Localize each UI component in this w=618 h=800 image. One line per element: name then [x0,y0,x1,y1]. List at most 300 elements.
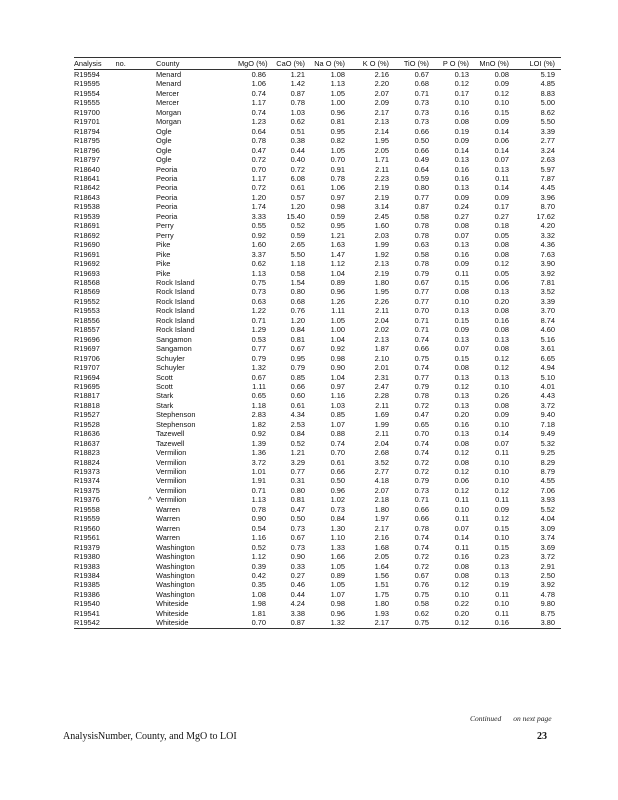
cell-loi: 3.90 [540,259,555,269]
cell-na2o: 0.61 [330,457,345,467]
cell-mgo: 3.37 [251,249,266,259]
cell-analysis: R18641 [74,173,100,183]
cell-loi: 8.29 [540,457,555,467]
county-name: Rock Island [156,306,195,316]
county-name: Peoria [156,183,178,193]
table-row [74,382,561,391]
cell-mgo: 0.74 [251,107,266,117]
cell-loi: 8.70 [540,202,555,212]
cell-loi: 4.45 [540,183,555,193]
cell-na2o: 1.04 [330,268,345,278]
cell-na2o: 1.03 [330,400,345,410]
cell-loi: 4.36 [540,240,555,250]
cell-na2o: 0.96 [330,287,345,297]
table-row [74,599,561,608]
cell-p2o5: 0.09 [454,136,469,146]
cell-na2o: 0.81 [330,117,345,127]
table-row [74,476,561,485]
cell-loi: 4.78 [540,589,555,599]
table-row [74,391,561,400]
cell-county [156,533,238,542]
county-name: Vermilion [156,485,187,495]
cell-loi: 6.65 [540,353,555,363]
county-name: Washington [156,552,195,562]
county-name: Ogle [156,136,172,146]
table-row [74,543,561,552]
cell-analysis: R19691 [74,249,100,259]
cell-loi: 2.50 [540,571,555,581]
cell-analysis: R19692 [74,259,100,269]
cell-loi: 3.52 [540,287,555,297]
cell-analysis: R18568 [74,277,100,287]
county-name: Vermilion [156,467,187,477]
cell-k2o: 1.80 [374,277,389,287]
cell-na2o: 1.08 [330,70,345,79]
table-row [74,240,561,249]
cell-tio2: 0.49 [414,155,429,165]
cell-mno: 0.13 [494,561,509,571]
cell-tio2: 0.71 [414,88,429,98]
cell-mgo: 1.39 [251,438,266,448]
cell-cao: 0.66 [290,381,305,391]
cell-analysis: R19595 [74,79,100,89]
cell-k2o: 1.95 [374,136,389,146]
cell-mno: 0.16 [494,315,509,325]
cell-county [156,306,238,315]
cell-loi: 4.55 [540,476,555,486]
cell-k2o: 1.60 [374,221,389,231]
cell-p2o5: 0.22 [454,599,469,609]
cell-mgo: 0.71 [251,485,266,495]
cell-p2o5: 0.16 [454,249,469,259]
page-number: 23 [537,731,547,742]
cell-county [156,373,238,382]
header-analysis: Analysis [74,59,102,68]
cell-county [156,79,238,88]
table-row [74,505,561,514]
cell-p2o5: 0.12 [454,448,469,458]
cell-p2o5: 0.09 [454,325,469,335]
cell-loi: 5.97 [540,164,555,174]
cell-county [156,183,238,192]
cell-mgo: 3.72 [251,457,266,467]
header-no: no. [115,59,126,68]
continued-word: Continued [470,714,502,723]
cell-mgo: 0.74 [251,88,266,98]
cell-mgo: 1.16 [251,533,266,543]
cell-na2o: 0.78 [330,173,345,183]
table-row [74,363,561,372]
cell-cao: 0.33 [290,561,305,571]
cell-analysis: R19693 [74,268,100,278]
cell-p2o5: 0.12 [454,485,469,495]
table-row [74,590,561,599]
cell-county [156,325,238,334]
cell-cao: 0.77 [290,467,305,477]
cell-mgo: 0.90 [251,514,266,524]
cell-tio2: 0.59 [414,173,429,183]
cell-analysis: R18692 [74,230,100,240]
cell-mgo: 0.72 [251,155,266,165]
cell-loi: 3.74 [540,533,555,543]
table-row [74,571,561,580]
cell-p2o5: 0.16 [454,164,469,174]
cell-loi: 9.40 [540,410,555,420]
cell-mno: 0.12 [494,363,509,373]
cell-mno: 0.26 [494,391,509,401]
cell-mno: 0.15 [494,107,509,117]
cell-mgo: 0.65 [251,391,266,401]
cell-tio2: 0.74 [414,438,429,448]
cell-na2o: 0.89 [330,277,345,287]
cell-k2o: 2.26 [374,296,389,306]
cell-k2o: 2.04 [374,315,389,325]
table-row [74,552,561,561]
cell-county [156,476,238,485]
cell-tio2: 0.80 [414,183,429,193]
cell-cao: 0.51 [290,126,305,136]
cell-k2o: 2.11 [375,400,389,410]
cell-mno: 0.10 [494,599,509,609]
county-name: Scott [156,381,173,391]
cell-mno: 0.08 [494,70,509,79]
cell-cao: 2.65 [290,240,305,250]
county-name: Whiteside [156,608,189,618]
cell-p2o5: 0.16 [454,419,469,429]
table-row [74,562,561,571]
cell-mgo: 1.11 [252,381,266,391]
cell-loi: 5.52 [540,504,555,514]
cell-mno: 0.11 [495,173,509,183]
cell-p2o5: 0.08 [454,117,469,127]
county-name: Pike [156,249,171,259]
cell-k2o: 4.18 [374,476,389,486]
cell-analysis: R18557 [74,325,100,335]
cell-cao: 1.42 [290,79,305,89]
cell-p2o5: 0.13 [454,429,469,439]
county-name: Tazewell [156,438,185,448]
county-name: Perry [156,230,174,240]
cell-loi: 7.06 [540,485,555,495]
cell-cao: 0.60 [290,391,305,401]
cell-cao: 0.80 [290,485,305,495]
table-row [74,146,561,155]
cell-analysis: R18824 [74,457,100,467]
cell-county [156,174,238,183]
cell-mno: 0.11 [495,608,509,618]
cell-loi: 7.18 [540,419,555,429]
cell-tio2: 0.71 [414,325,429,335]
cell-county [156,240,238,249]
cell-tio2: 0.78 [414,259,429,269]
cell-mgo: 1.20 [251,192,266,202]
cell-na2o: 1.05 [330,88,345,98]
cell-mgo: 0.47 [251,145,266,155]
cell-analysis: R19697 [74,344,100,354]
header-mno: MnO (%) [479,59,509,68]
cell-k2o: 2.68 [374,448,389,458]
cell-analysis: R19379 [74,542,100,552]
cell-tio2: 0.77 [414,192,429,202]
table-row [74,439,561,448]
cell-mgo: 1.98 [251,599,266,609]
cell-p2o5: 0.10 [454,504,469,514]
cell-p2o5: 0.08 [454,221,469,231]
cell-p2o5: 0.15 [454,315,469,325]
cell-p2o5: 0.12 [454,618,469,628]
cell-p2o5: 0.14 [454,145,469,155]
cell-tio2: 0.66 [414,145,429,155]
cell-mgo: 0.77 [251,344,266,354]
cell-tio2: 0.87 [414,202,429,212]
cell-tio2: 0.67 [414,571,429,581]
cell-analysis: R19384 [74,571,100,581]
cell-county [156,269,238,278]
cell-cao: 0.61 [290,400,305,410]
county-name: Rock Island [156,277,195,287]
cell-mgo: 0.92 [251,429,266,439]
county-name: Peoria [156,202,178,212]
cell-na2o: 0.96 [330,107,345,117]
cell-cao: 0.87 [290,88,305,98]
county-name: Menard [156,79,182,89]
cell-mgo: 0.72 [251,183,266,193]
cell-k2o: 2.19 [374,192,389,202]
cell-mno: 0.18 [494,221,509,231]
cell-loi: 7.87 [540,173,555,183]
cell-analysis: R19555 [74,98,100,108]
cell-county [156,250,238,259]
cell-county [156,420,238,429]
cell-mgo: 0.39 [251,561,266,571]
cell-mno: 0.13 [494,334,509,344]
table-row [74,278,561,287]
cell-cao: 0.78 [290,98,305,108]
cell-tio2: 0.74 [414,334,429,344]
cell-na2o: 1.66 [330,552,345,562]
cell-na2o: 0.95 [330,126,345,136]
cell-na2o: 1.63 [330,240,345,250]
cell-p2o5: 0.27 [454,211,469,221]
table-row [74,155,561,164]
data-table [74,57,561,629]
cell-mgo: 0.75 [251,277,266,287]
cell-p2o5: 0.14 [454,533,469,543]
cell-p2o5: 0.12 [454,381,469,391]
cell-p2o5: 0.12 [454,467,469,477]
cell-mno: 0.08 [494,344,509,354]
cell-na2o: 0.59 [330,211,345,221]
cell-tio2: 0.73 [414,107,429,117]
cell-mno: 0.10 [494,476,509,486]
footer-caption: AnalysisNumber, County, and MgO to LOI [63,731,237,742]
cell-tio2: 0.72 [414,552,429,562]
cell-county [156,467,238,476]
cell-loi: 5.50 [540,117,555,127]
cell-cao: 0.52 [290,438,305,448]
cell-tio2: 0.74 [414,448,429,458]
cell-county [156,448,238,457]
cell-analysis: R19542 [74,618,100,628]
cell-k2o: 2.02 [374,325,389,335]
cell-tio2: 0.68 [414,79,429,89]
cell-tio2: 0.75 [414,589,429,599]
cell-analysis: R19552 [74,296,100,306]
cell-na2o: 0.97 [330,192,345,202]
cell-tio2: 0.62 [414,608,429,618]
cell-county [156,382,238,391]
cell-p2o5: 0.13 [454,334,469,344]
table-row [74,183,561,192]
cell-mno: 0.10 [494,533,509,543]
cell-tio2: 0.75 [414,618,429,628]
cell-mgo: 0.86 [251,70,266,79]
table-row [74,325,561,334]
cell-k2o: 2.13 [374,117,389,127]
cell-p2o5: 0.10 [454,589,469,599]
cell-na2o: 1.06 [330,183,345,193]
cell-mgo: 3.33 [251,211,266,221]
cell-p2o5: 0.16 [454,107,469,117]
county-name: Morgan [156,107,182,117]
cell-cao: 0.61 [290,183,305,193]
cell-cao: 0.87 [290,618,305,628]
cell-loi: 9.25 [540,448,555,458]
cell-loi: 3.32 [540,230,555,240]
cell-analysis: R19374 [74,476,100,486]
cell-county [156,354,238,363]
cell-p2o5: 0.13 [454,306,469,316]
cell-analysis: R19701 [74,117,100,127]
cell-na2o: 1.07 [330,589,345,599]
cell-mgo: 1.82 [251,419,266,429]
cell-mno: 0.12 [494,353,509,363]
county-name: Vermilion [156,495,187,505]
cell-na2o: 1.02 [330,495,345,505]
cell-mgo: 1.23 [251,117,266,127]
cell-mno: 0.13 [494,287,509,297]
county-name: Peoria [156,211,178,221]
county-name: Warren [156,514,180,524]
county-name: Vermilion [156,457,187,467]
cell-na2o: 0.82 [330,136,345,146]
table-row [74,609,561,618]
cell-k2o: 1.95 [374,287,389,297]
cell-loi: 4.60 [540,325,555,335]
cell-mno: 0.06 [494,277,509,287]
cell-cao: 0.95 [290,353,305,363]
cell-p2o5: 0.20 [454,410,469,420]
table-row [74,174,561,183]
table-row [74,89,561,98]
cell-cao: 0.58 [290,268,305,278]
table-row [74,108,561,117]
county-name: Mercer [156,88,179,98]
county-name: Peoria [156,164,178,174]
cell-k2o: 2.16 [374,533,389,543]
header-analysis-no [74,58,156,70]
table-row [74,524,561,533]
cell-loi: 7.81 [540,277,555,287]
table-row [74,250,561,259]
cell-loi: 7.63 [540,249,555,259]
cell-p2o5: 0.08 [454,457,469,467]
table-header [74,58,561,70]
table-row [74,136,561,145]
cell-tio2: 0.71 [414,495,429,505]
table-row [74,297,561,306]
cell-analysis: R19561 [74,533,100,543]
cell-county [156,117,238,126]
cell-na2o: 0.89 [330,571,345,581]
cell-na2o: 1.26 [330,296,345,306]
table-row [74,429,561,438]
cell-analysis: R18637 [74,438,100,448]
cell-mno: 0.08 [494,306,509,316]
cell-mno: 0.10 [494,98,509,108]
cell-cao: 0.67 [290,344,305,354]
cell-mgo: 1.18 [251,400,266,410]
cell-mgo: 0.92 [251,230,266,240]
county-name: Peoria [156,173,178,183]
cell-na2o: 0.70 [330,448,345,458]
cell-na2o: 0.85 [330,410,345,420]
cell-mno: 0.14 [494,429,509,439]
table-body [74,70,561,629]
cell-county [156,297,238,306]
cell-k2o: 1.51 [374,580,389,590]
table-row [74,458,561,467]
cell-county [156,552,238,561]
cell-k2o: 2.19 [374,183,389,193]
cell-k2o: 2.01 [374,363,389,373]
cell-loi: 3.96 [540,192,555,202]
cell-county [156,98,238,107]
cell-p2o5: 0.20 [454,608,469,618]
cell-mno: 0.16 [494,618,509,628]
cell-loi: 9.80 [540,599,555,609]
cell-p2o5: 0.07 [454,230,469,240]
cell-analysis: R18643 [74,192,100,202]
cell-na2o: 0.73 [330,504,345,514]
cell-analysis: R19380 [74,552,100,562]
cell-mgo: 0.70 [251,164,266,174]
cell-p2o5: 0.11 [455,542,469,552]
cell-k2o: 2.31 [374,372,389,382]
cell-cao: 0.38 [290,136,305,146]
cell-cao: 0.44 [290,589,305,599]
cell-county [156,335,238,344]
county-name: Rock Island [156,296,195,306]
cell-k2o: 2.47 [374,381,389,391]
table-row [74,420,561,429]
cell-p2o5: 0.06 [454,476,469,486]
table-row [74,401,561,410]
cell-k2o: 1.56 [374,571,389,581]
cell-na2o: 0.95 [330,221,345,231]
cell-cao: 0.59 [290,230,305,240]
cell-k2o: 1.69 [374,410,389,420]
cell-county [156,609,238,618]
cell-p2o5: 0.15 [454,353,469,363]
cell-mno: 0.11 [495,448,509,458]
table-row [74,70,561,80]
cell-cao: 0.73 [290,542,305,552]
cell-mno: 0.13 [494,372,509,382]
cell-p2o5: 0.07 [454,344,469,354]
cell-na2o: 0.97 [330,381,345,391]
cell-cao: 1.20 [290,202,305,212]
